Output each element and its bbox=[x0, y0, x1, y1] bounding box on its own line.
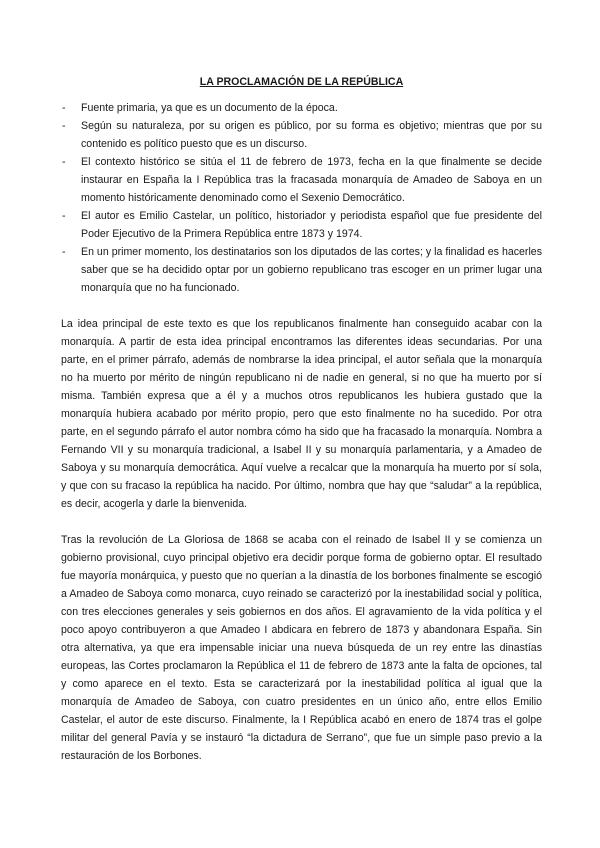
bullet-item-context: - El contexto histórico se sitúa el 11 de febrero de 1973, fecha en la que finalmente se decide instaurar en España la I República tras la fracasada monarquía de Amadeo de Saboya en un momento históricamente denominado como el Sexenio Democrático. bbox=[61, 153, 542, 207]
bullet-item-nature: - Según su naturaleza, por su origen es público, por su forma es objetivo; mientras que por su contenido es político puesto que es un discurso. bbox=[61, 117, 542, 153]
bullet-list bbox=[61, 99, 542, 297]
paragraph-historical-context: Tras la revolución de La Gloriosa de 1868 se acaba con el reinado de Isabel II y se comienza un gobierno provisional, cuyo principal objetivo era decidir porque forma de gobierno optar. El resultado fue mayoría monárquica, y puesto que no querían a la dinastía de los borbones finalmente se escogió a Amadeo de Saboya como monarca, cuyo reinado se caracterizó por la inestabilidad social y política, con tres elecciones generales y seis gobiernos en dos años. El agravamiento de la vida política y el poco apoyo contribuyeron a que Amadeo I abdicara en febrero de 1873 y abandonara España. Sin otra alternativa, ya que era impensable iniciar una nueva búsqueda de un rey entre las dinastías europeas, las Cortes proclamaron la República el 11 de febrero de 1873 ante la falta de opciones, tal y como aparece en el texto. Esta se caracterizará por la inestabilidad política al igual que la monarquía de Amadeo de Saboya, con cuatro presidentes en un único año, entre ellos Emilio Castelar, el autor de este discurso. Finalmente, la I República acabó en enero de 1874 tras el golpe militar del general Pavía y se instauró “la dictadura de Serrano”, que fue un simple paso previo a la restauración de los Borbones. bbox=[61, 534, 542, 762]
document-title: LA PROCLAMACIÓN DE LA REPÚBLICA bbox=[199, 76, 404, 88]
spacer bbox=[61, 297, 542, 315]
spacer bbox=[61, 513, 542, 531]
bullet-item-author: - El autor es Emilio Castelar, un político, historiador y periodista español que fue presidente del Poder Ejecutivo de la Primera República entre 1873 y 1974. bbox=[61, 207, 542, 243]
paragraph-main-idea: La idea principal de este texto es que los republicanos finalmente han conseguido acabar con la monarquía. A partir de esta idea principal encontramos las diferentes ideas secundarias. Por una parte, en el primer párrafo, además de nombrarse la idea principal, el autor señala que la monarquía no ha muerto por mérito de ningún republicano ni de nadie en general, si no que ha muerto por sí misma. También expresa que a él y a muchos otros republicanos les hubiera gustado que la monarquía hubiera acabado por mérito propio, pero que esto finalmente no ha sucedido. Por otra parte, en el segundo párrafo el autor nombra cómo ha sido que ha fracasado la monarquía. Nombra a Fernando VII y su monarquía tradicional, a Isabel II y su monarquía parlamentaria, y a Amadeo de Saboya y su monarquía democrática. Aquí vuelve a recalcar que la monarquía ha muerto por sí sola, y que con su fracaso la república ha nacido. Por último, nombra que hay que “saludar” a la república, es decir, acogerla y darle la bienvenida. bbox=[61, 318, 542, 510]
bullet-item-source-type: - Fuente primaria, ya que es un documento de la época. bbox=[61, 99, 542, 117]
bullet-item-recipients: - En un primer momento, los destinatarios son los diputados de las cortes; y la finalidad es hacerles saber que se ha decidido optar por un gobierno republicano tras escoger en un primer lugar una monarquía que no ha funcionado. bbox=[61, 243, 542, 297]
